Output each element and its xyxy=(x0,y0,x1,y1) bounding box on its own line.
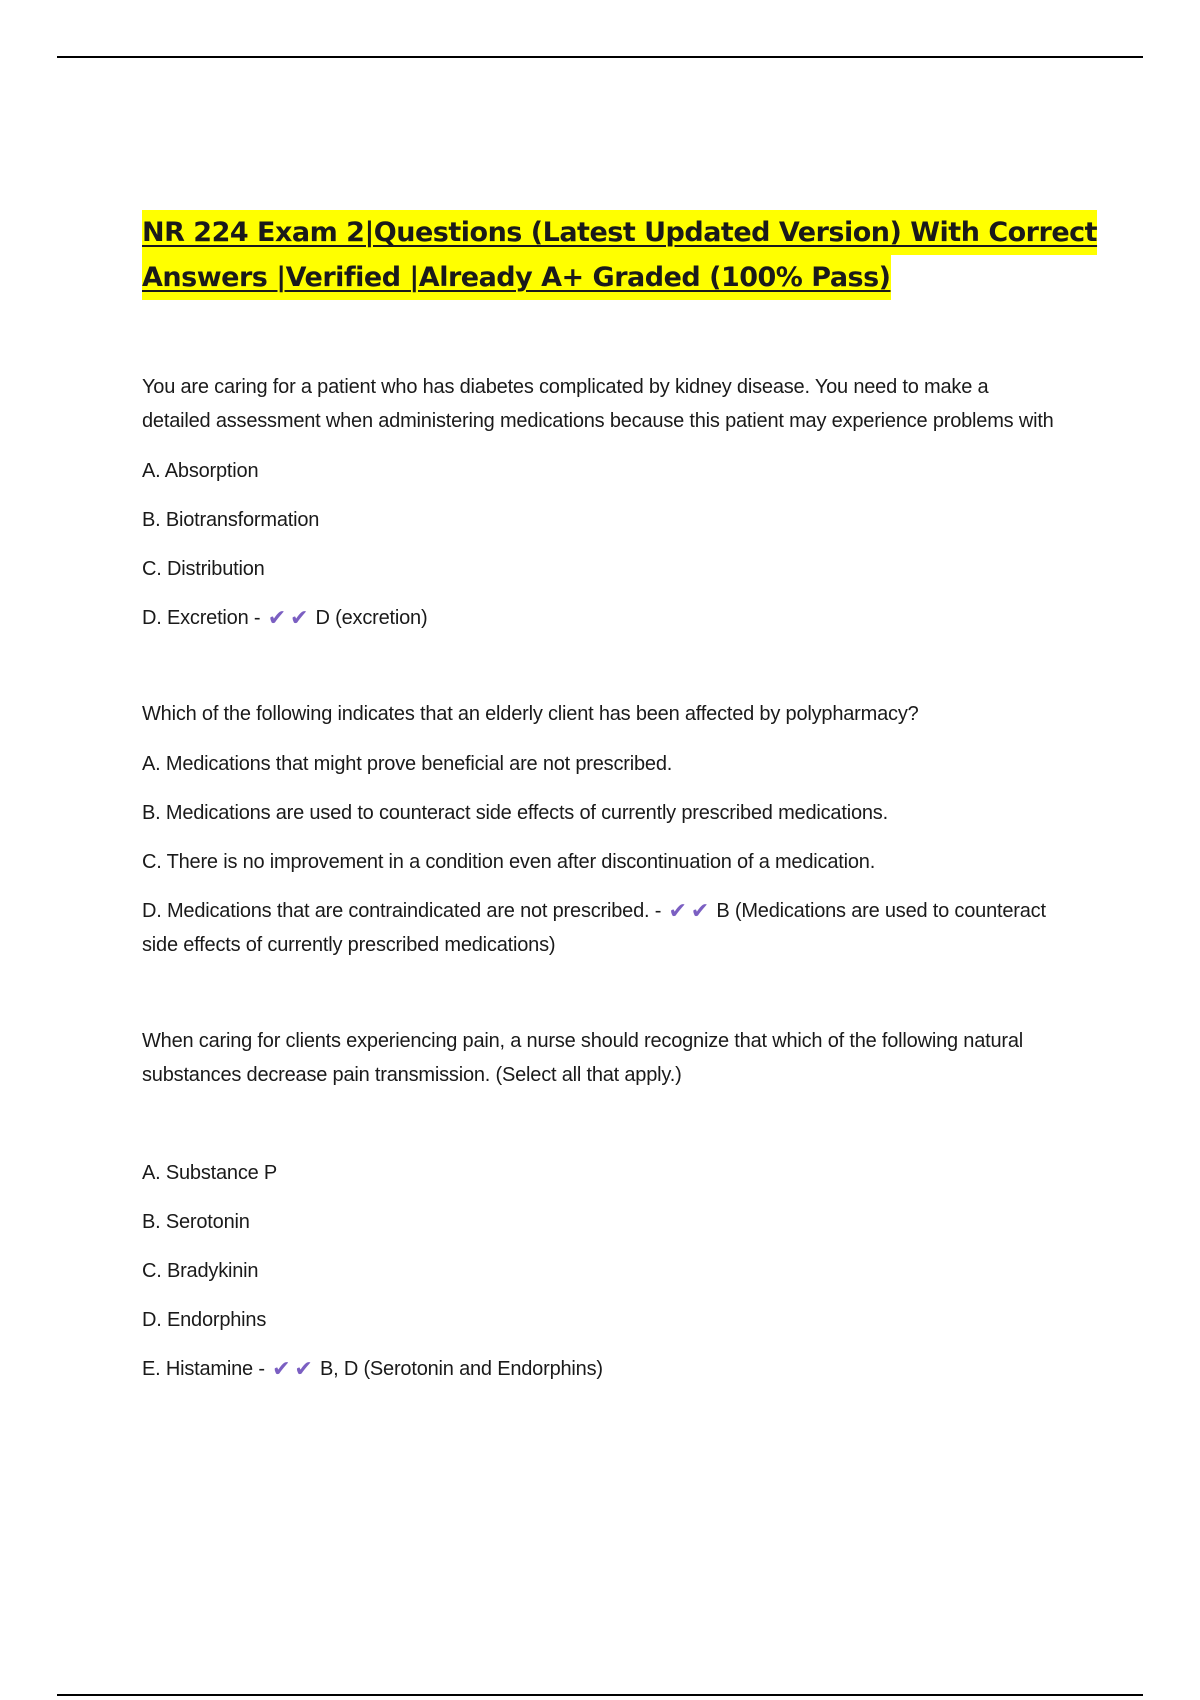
answer-option-text: D. Excretion - xyxy=(142,607,261,629)
check-icon: ✔ xyxy=(267,605,286,630)
title-line-2: Answers |Verified |Already A+ Graded (100% Pass) xyxy=(142,255,891,300)
answer-option: A. Absorption xyxy=(142,460,259,482)
check-icon: ✔ xyxy=(272,1356,291,1381)
answer-option-with-key xyxy=(142,601,1062,635)
answer-option: C. Bradykinin xyxy=(142,1260,259,1282)
answer-option-with-key xyxy=(142,894,1062,962)
document-title xyxy=(142,210,1098,300)
answer-option: D. Endorphins xyxy=(142,1309,267,1331)
answer-key: B, D (Serotonin and Endorphins) xyxy=(319,1358,603,1380)
check-icon: ✔ xyxy=(294,1356,313,1381)
answer-option: C. Distribution xyxy=(142,558,265,580)
answer-option: B. Serotonin xyxy=(142,1211,250,1233)
answer-option: B. Biotransformation xyxy=(142,509,320,531)
answer-option: B. Medications are used to counteract side effects of currently prescribed medications. xyxy=(142,802,888,824)
footer-rule xyxy=(57,1694,1143,1696)
question-1 xyxy=(142,370,1062,635)
answer-key: D (excretion) xyxy=(315,607,428,629)
answer-option-text: D. Medications that are contraindicated are not prescribed. - xyxy=(142,900,662,922)
question-stem: Which of the following indicates that an elderly client has been affected by polypharmacy? xyxy=(142,703,919,725)
check-icon: ✔ xyxy=(690,898,710,923)
document-body xyxy=(142,210,1098,1448)
answer-option-text: E. Histamine - xyxy=(142,1358,265,1380)
answer-key: B (Medications are used to counteract side effects of currently prescribed medications) xyxy=(142,900,1046,956)
question-2 xyxy=(142,697,1062,962)
answer-option: A. Medications that might prove beneficial are not prescribed. xyxy=(142,753,673,775)
question-3 xyxy=(142,1024,1062,1386)
check-icon: ✔ xyxy=(289,605,309,630)
answer-option: A. Substance P xyxy=(142,1162,278,1184)
answer-option: C. There is no improvement in a condition even after discontinuation of a medication. xyxy=(142,851,876,873)
header-rule xyxy=(57,56,1143,58)
check-icon: ✔ xyxy=(668,898,687,923)
answer-option-with-key xyxy=(142,1352,1062,1386)
question-stem: When caring for clients experiencing pain, a nurse should recognize that which of the following natural substances decrease pain transmission. (Select all that apply.) xyxy=(142,1030,1024,1086)
question-stem: You are caring for a patient who has diabetes complicated by kidney disease. You need to make a detailed assessment when administering medications because this patient may experience problems with xyxy=(142,376,1054,432)
title-line-1: NR 224 Exam 2|Questions (Latest Updated Version) With Correct xyxy=(142,210,1097,255)
